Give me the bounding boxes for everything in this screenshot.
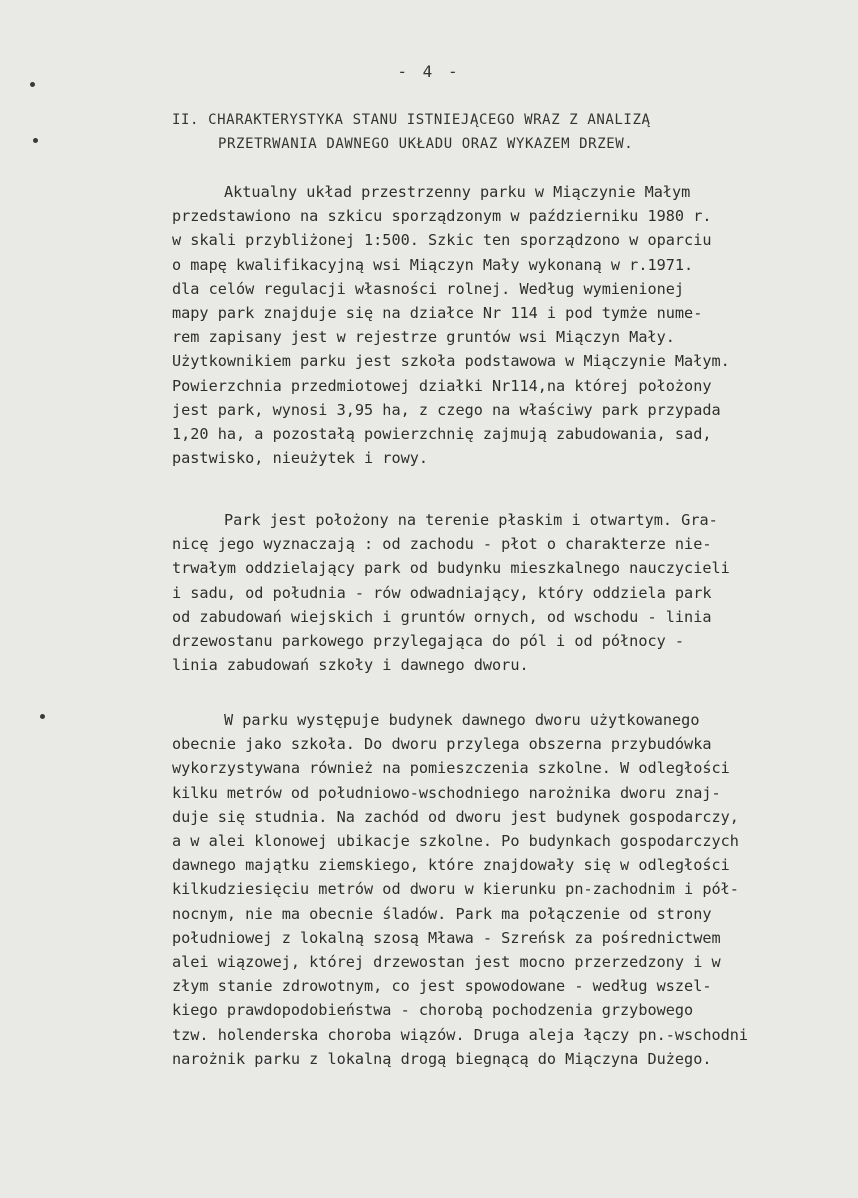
paragraph-2 bbox=[172, 508, 842, 677]
punch-hole-mark-top bbox=[30, 82, 35, 87]
text-line: rem zapisany jest w rejestrze gruntów wsi Miączyn Mały. bbox=[172, 328, 675, 347]
text-line: południowej z lokalną szosą Mława - Szreńsk za pośrednictwem bbox=[172, 928, 721, 947]
text-line: pastwisko, nieużytek i rowy. bbox=[172, 449, 429, 468]
text-line: duje się studnia. Na zachód od dworu jest budynek gospodarczy, bbox=[172, 807, 739, 826]
text-line: drzewostanu parkowego przylegająca do pól i od północy - bbox=[172, 632, 685, 651]
text-line: narożnik parku z lokalną drogą biegnącą do Miączyna Dużego. bbox=[172, 1049, 712, 1068]
text-line: złym stanie zdrowotnym, co jest spowodowane - według wszel- bbox=[172, 977, 712, 996]
text-line: nocnym, nie ma obecnie śladów. Park ma połączenie od strony bbox=[172, 904, 712, 923]
text-line: Aktualny układ przestrzenny parku w Miączynie Małym bbox=[224, 183, 691, 201]
punch-hole-mark-middle bbox=[33, 138, 38, 143]
text-line: od zabudowań wiejskich i gruntów ornych, od wschodu - linia bbox=[172, 607, 712, 626]
text-line: dawnego majątku ziemskiego, które znajdowały się w odległości bbox=[172, 856, 730, 875]
section-heading bbox=[172, 108, 782, 156]
section-heading-line-2: PRZETRWANIA DAWNEGO UKŁADU ORAZ WYKAZEM DRZEW. bbox=[218, 136, 634, 152]
text-line: kilku metrów od południowo-wschodniego narożnika dworu znaj- bbox=[172, 783, 721, 802]
text-line: 1,20 ha, a pozostałą powierzchnię zajmują zabudowania, sad, bbox=[172, 425, 712, 444]
section-heading-line-1: II. CHARAKTERYSTYKA STANU ISTNIEJĄCEGO WRAZ Z ANALIZĄ bbox=[172, 112, 651, 128]
text-line: kiego prawdopodobieństwa - chorobą pochodzenia grzybowego bbox=[172, 1001, 694, 1020]
text-line: przedstawiono na szkicu sporządzonym w październiku 1980 r. bbox=[172, 207, 712, 226]
text-line: linia zabudowań szkoły i dawnego dworu. bbox=[172, 656, 529, 675]
text-line: obecnie jako szkoła. Do dworu przylega obszerna przybudówka bbox=[172, 735, 712, 754]
text-line: tzw. holenderska choroba wiązów. Druga aleja łączy pn.-wschodni bbox=[172, 1025, 749, 1044]
punch-hole-mark-left bbox=[40, 714, 45, 719]
text-line: a w alei klonowej ubikacje szkolne. Po budynkach gospodarczych bbox=[172, 832, 739, 851]
paragraph-1 bbox=[172, 180, 842, 470]
text-line: wykorzystywana również na pomieszczenia szkolne. W odległości bbox=[172, 759, 730, 778]
text-line: i sadu, od południa - rów odwadniający, który oddziela park bbox=[172, 583, 712, 602]
text-line: Użytkownikiem parku jest szkoła podstawowa w Miączynie Małym. bbox=[172, 352, 730, 371]
text-line: mapy park znajduje się na działce Nr 114 i pod tymże nume- bbox=[172, 304, 703, 323]
text-line: alei wiązowej, której drzewostan jest mocno przerzedzony i w bbox=[172, 953, 721, 972]
page-number: - 4 - bbox=[397, 62, 461, 81]
text-line: W parku występuje budynek dawnego dworu użytkowanego bbox=[224, 711, 700, 729]
text-line: trwałym oddzielający park od budynku mieszkalnego nauczycieli bbox=[172, 559, 730, 578]
text-line: o mapę kwalifikacyjną wsi Miączyn Mały wykonaną w r.1971. bbox=[172, 255, 694, 274]
text-line: nicę jego wyznaczają : od zachodu - płot o charakterze nie- bbox=[172, 535, 712, 554]
text-line: jest park, wynosi 3,95 ha, z czego na właściwy park przypada bbox=[172, 400, 721, 419]
paragraph-3 bbox=[172, 708, 842, 1071]
text-line: w skali przybliżonej 1:500. Szkic ten sporządzono w oparciu bbox=[172, 231, 712, 250]
text-line: Powierzchnia przedmiotowej działki Nr114,na której położony bbox=[172, 376, 712, 395]
text-line: Park jest położony na terenie płaskim i otwartym. Gra- bbox=[224, 511, 718, 529]
text-line: kilkudziesięciu metrów od dworu w kierunku pn-zachodnim i pół- bbox=[172, 880, 739, 899]
text-line: dla celów regulacji własności rolnej. Według wymienionej bbox=[172, 279, 685, 298]
